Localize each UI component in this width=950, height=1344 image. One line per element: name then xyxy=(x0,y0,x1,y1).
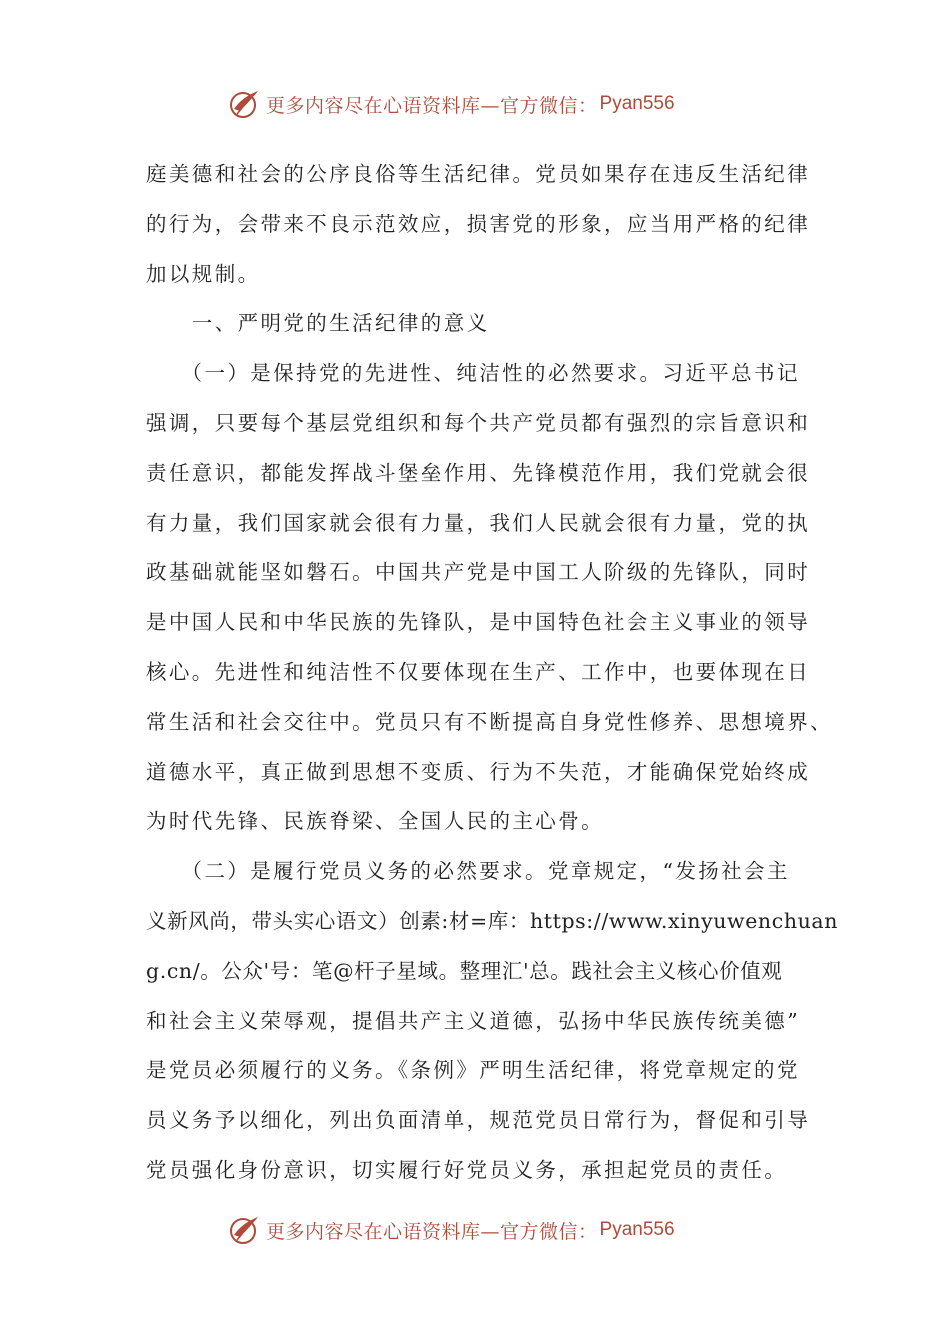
body-line: 常生活和社会交往中。党员只有不断提高自身党性修养、思想境界、 xyxy=(146,709,833,734)
body-line: 员义务予以细化，列出负面清单，规范党员日常行为，督促和引导 xyxy=(146,1108,811,1133)
body-line: 的行为，会带来不良示范效应，损害党的形象，应当用严格的纪律 xyxy=(146,211,811,236)
body-line: 责任意识，都能发挥战斗堡垒作用、先锋模范作用，我们党就会很 xyxy=(146,460,811,485)
body-line: 庭美德和社会的公序良俗等生活纪律。党员如果存在违反生活纪律 xyxy=(146,162,811,186)
header-watermark xyxy=(228,86,748,122)
body-line: 义新风尚，带头实心语文）创素:材=库：https://www.xinyuwenchuan xyxy=(146,908,839,933)
pen-logo-icon xyxy=(228,87,262,121)
body-line: 为时代先锋、民族脊梁、全国人民的主心骨。 xyxy=(146,809,604,834)
section-heading: 一、严明党的生活纪律的意义 xyxy=(146,311,490,336)
body-line: （二）是履行党员义务的必然要求。党章规定，“发扬社会主 xyxy=(146,859,790,884)
body-line: 政基础就能坚如磐石。中国共产党是中国工人阶级的先锋队，同时 xyxy=(146,560,811,585)
watermark-handle: Pyan556 xyxy=(599,93,675,114)
body-line: 党员强化身份意识，切实履行好党员义务，承担起党员的责任。 xyxy=(146,1157,788,1182)
watermark-text: 更多内容尽在心语资料库—官方微信： xyxy=(266,94,598,117)
body-line: 道德水平，真正做到思想不变质、行为不失范，才能确保党始终成 xyxy=(146,759,811,784)
body-line: 是中国人民和中华民族的先锋队，是中国特色社会主义事业的领导 xyxy=(146,610,811,635)
document-body xyxy=(146,150,839,1196)
body-line: g.cn/。公众'号：笔@杆子星域。整理汇'总。践社会主义核心价值观 xyxy=(146,958,783,983)
footer-watermark xyxy=(228,1212,748,1248)
body-line: 和社会主义荣辱观，提倡共产主义道德，弘扬中华民族传统美德” xyxy=(146,1008,801,1033)
watermark-handle: Pyan556 xyxy=(599,1219,675,1240)
body-line: 有力量，我们国家就会很有力量，我们人民就会很有力量，党的执 xyxy=(146,510,811,535)
watermark-text: 更多内容尽在心语资料库—官方微信： xyxy=(266,1220,598,1243)
body-line: （一）是保持党的先进性、纯洁性的必然要求。习近平总书记 xyxy=(146,361,800,386)
pen-logo-icon xyxy=(228,1213,262,1247)
body-line: 加以规制。 xyxy=(146,261,261,286)
body-line: 是党员必须履行的义务。《条例》严明生活纪律，将党章规定的党 xyxy=(146,1058,800,1083)
body-line: 核心。先进性和纯洁性不仅要体现在生产、工作中，也要体现在日 xyxy=(146,659,811,684)
body-line: 强调，只要每个基层党组织和每个共产党员都有强烈的宗旨意识和 xyxy=(146,410,811,435)
